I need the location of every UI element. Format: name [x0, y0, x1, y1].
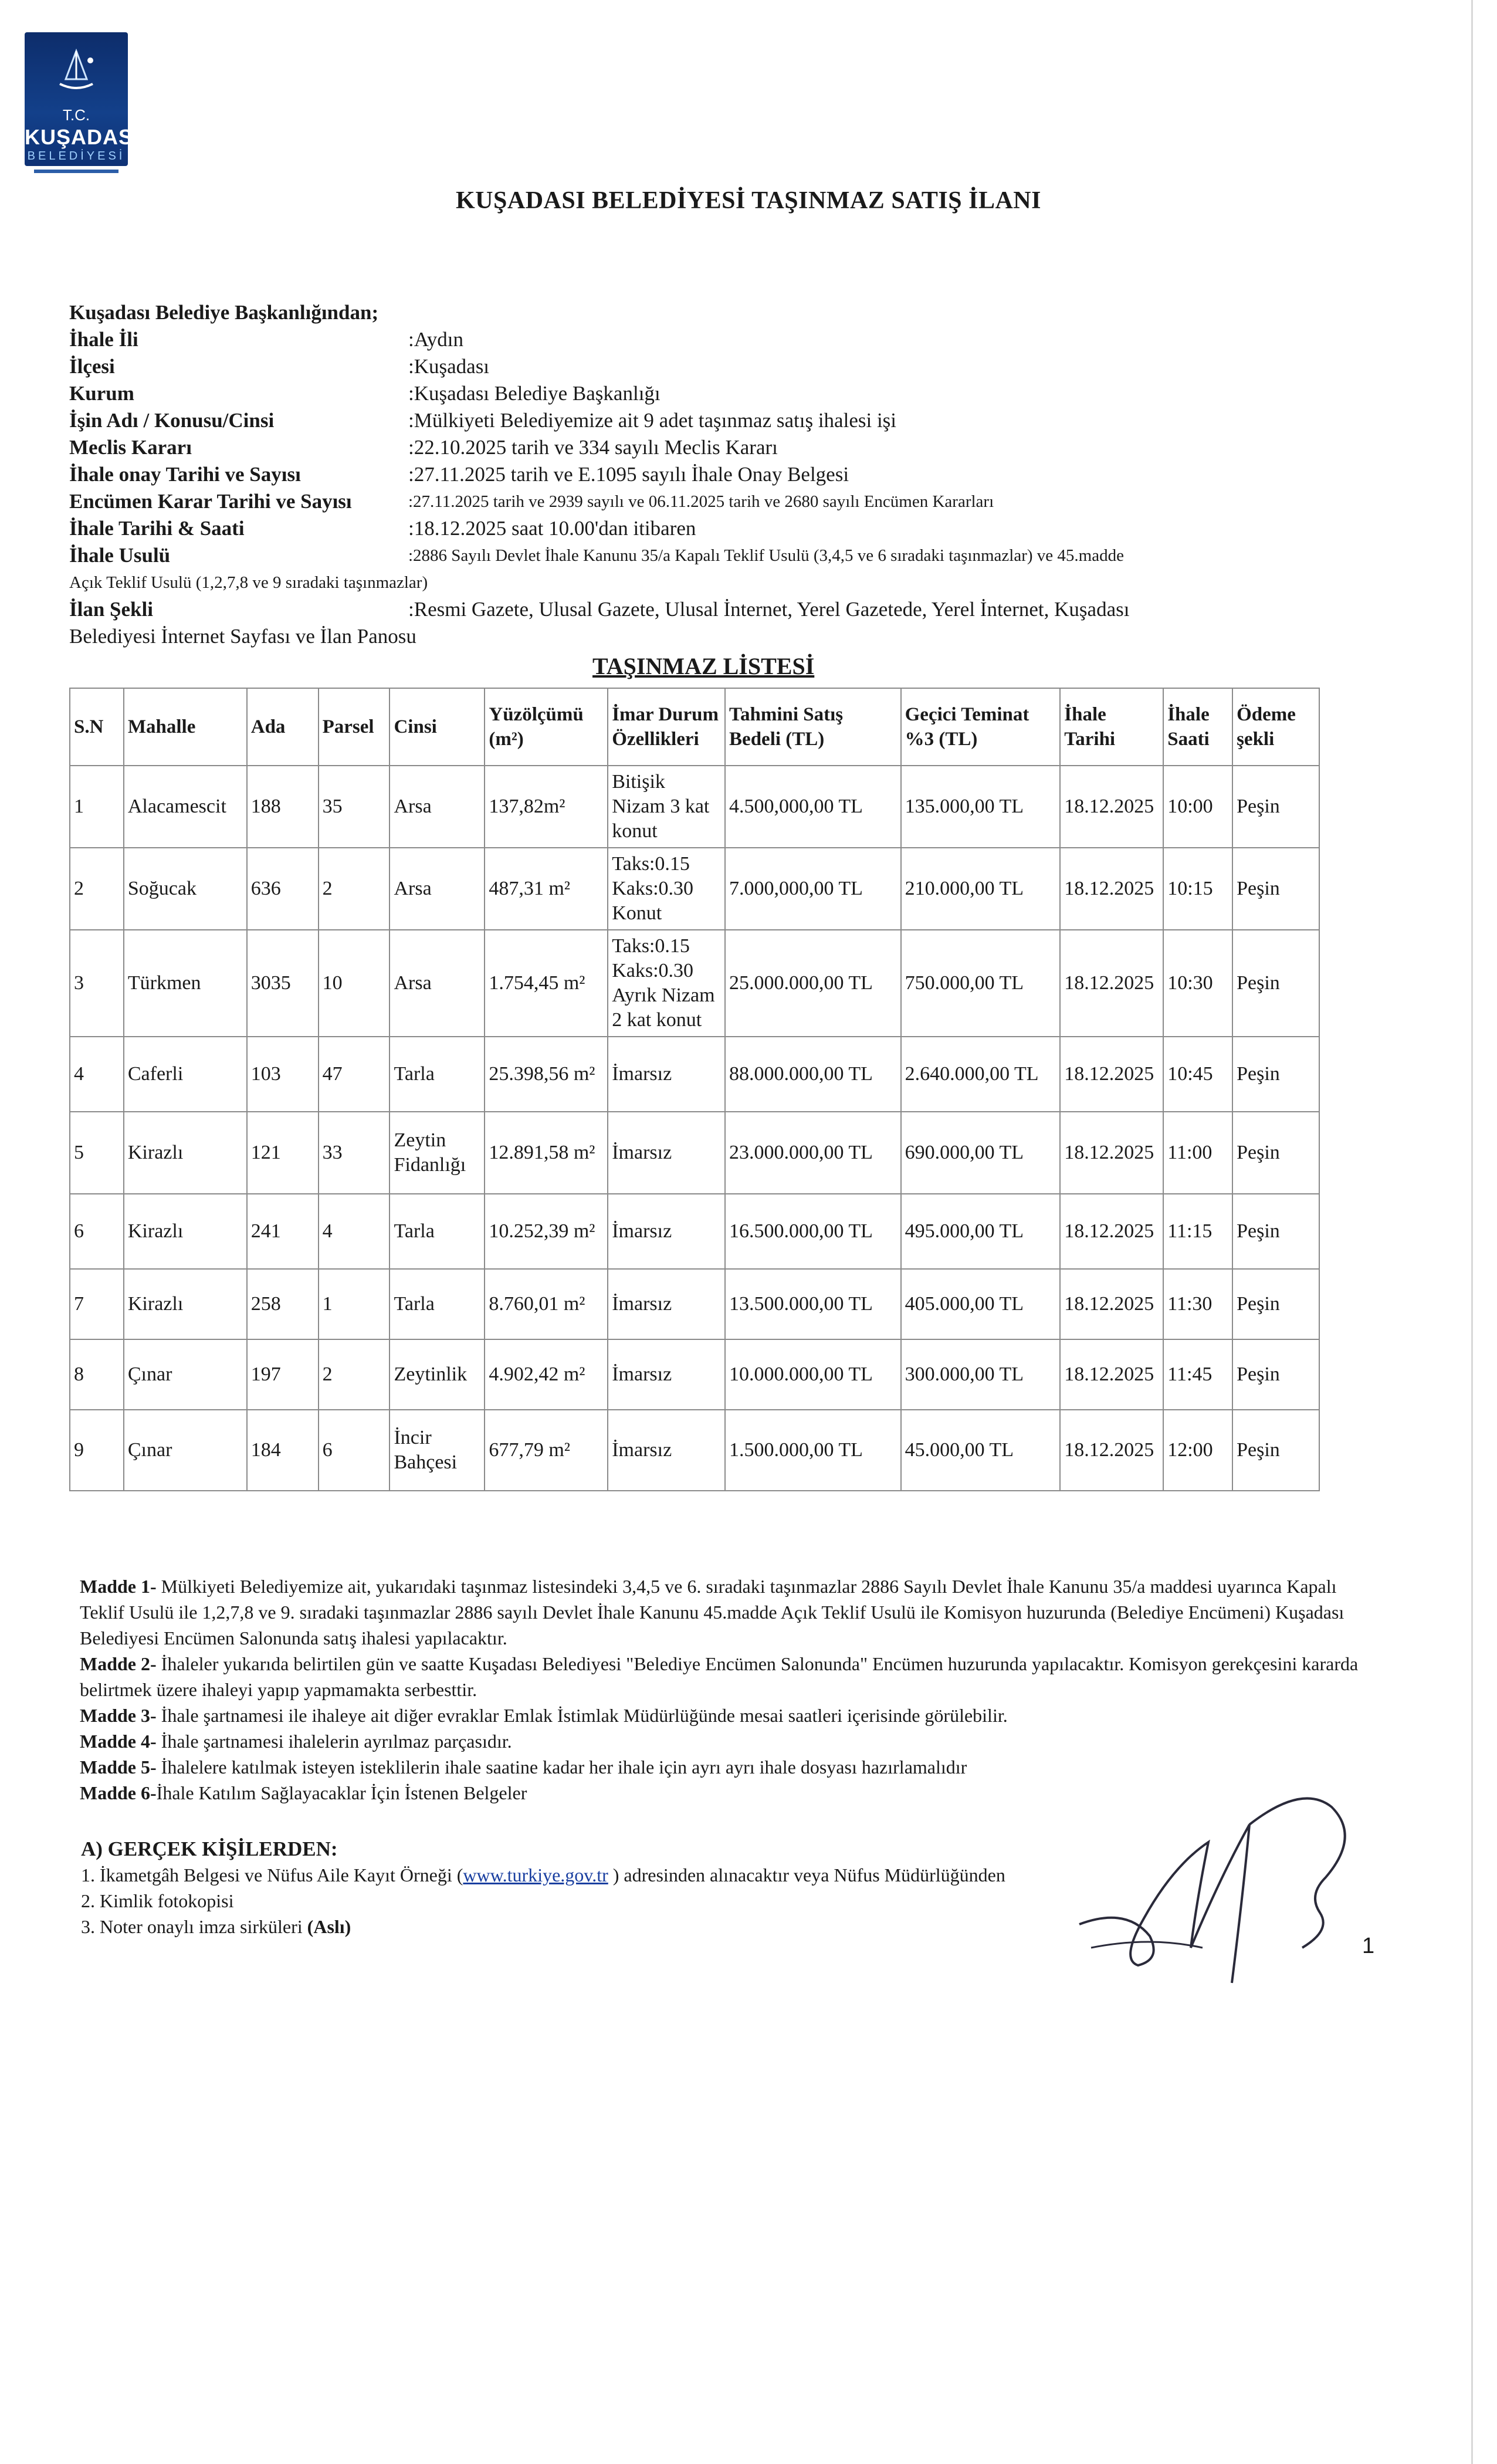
- municipality-logo: [25, 32, 140, 166]
- info-value: :Resmi Gazete, Ulusal Gazete, Ulusal İnternet, Yerel Gazetede, Yerel İnternet, Kuşadası: [408, 598, 1130, 621]
- info-label: İlan Şekli: [69, 598, 153, 621]
- table-cell: 18.12.2025: [1060, 930, 1163, 1037]
- article-label: Madde 6-: [80, 1782, 157, 1803]
- article-text: İhaleler yukarıda belirtilen gün ve saatte Kuşadası Belediyesi "Belediye Encümen Salonunda" Encümen huzurunda yapılacaktır. Komisyon gerekçesini kararda belirtmek üzere ihaleyi yapıp yapmamakta serbesttir.: [80, 1653, 1359, 1700]
- table-cell: Peşin: [1232, 848, 1319, 930]
- table-cell: 1.500.000,00 TL: [725, 1410, 901, 1491]
- table-cell: Çınar: [124, 1410, 247, 1491]
- table-row: [70, 1112, 1319, 1194]
- table-cell: 10:45: [1163, 1037, 1232, 1112]
- articles: [80, 1573, 1376, 1806]
- table-row: [70, 848, 1319, 930]
- info-row: [69, 461, 1366, 488]
- table-cell: 210.000,00 TL: [901, 848, 1061, 930]
- info-row: [69, 380, 1366, 407]
- table-cell: 18.12.2025: [1060, 1339, 1163, 1410]
- table-cell: 7: [70, 1269, 124, 1339]
- table-cell: 11:00: [1163, 1112, 1232, 1194]
- table-cell: 690.000,00 TL: [901, 1112, 1061, 1194]
- table-cell: Arsa: [390, 848, 485, 930]
- info-label: Kurum: [69, 382, 134, 405]
- logo-underline: [34, 170, 118, 173]
- table-cell: 495.000,00 TL: [901, 1194, 1061, 1269]
- table-cell: 3035: [247, 930, 319, 1037]
- table-cell: 18.12.2025: [1060, 848, 1163, 930]
- column-header: S.N: [70, 688, 124, 766]
- scan-edge: [1471, 0, 1473, 2464]
- table-cell: 18.12.2025: [1060, 1037, 1163, 1112]
- table-cell: 88.000.000,00 TL: [725, 1037, 901, 1112]
- info-value: :18.12.2025 saat 10.00'dan itibaren: [408, 517, 696, 540]
- table-cell: 12:00: [1163, 1410, 1232, 1491]
- article: [80, 1728, 1376, 1754]
- logo-belediye: BELEDİYESİ: [27, 150, 126, 163]
- table-row: [70, 930, 1319, 1037]
- table-cell: 10:15: [1163, 848, 1232, 930]
- table-cell: 13.500.000,00 TL: [725, 1269, 901, 1339]
- table-cell: Caferli: [124, 1037, 247, 1112]
- column-header: Cinsi: [390, 688, 485, 766]
- table-cell: 11:30: [1163, 1269, 1232, 1339]
- table-cell: 2.640.000,00 TL: [901, 1037, 1061, 1112]
- table-cell: İmarsız: [608, 1339, 725, 1410]
- table-cell: 18.12.2025: [1060, 766, 1163, 848]
- table-cell: Tarla: [390, 1037, 485, 1112]
- page-number: 1: [1362, 1934, 1375, 1958]
- table-header-row: [70, 688, 1319, 766]
- info-label: Encümen Karar Tarihi ve Sayısı: [69, 490, 352, 513]
- info-value: :Kuşadası: [408, 355, 490, 378]
- info-label: İlçesi: [69, 355, 115, 378]
- info-row: [69, 515, 1366, 542]
- table-cell: Kirazlı: [124, 1112, 247, 1194]
- table-cell: İmarsız: [608, 1194, 725, 1269]
- info-value: :27.11.2025 tarih ve E.1095 sayılı İhale Onay Belgesi: [408, 463, 849, 486]
- table-cell: 11:45: [1163, 1339, 1232, 1410]
- info-value: :Mülkiyeti Belediyemize ait 9 adet taşınmaz satış ihalesi işi: [408, 409, 897, 432]
- info-label: İşin Adı / Konusu/Cinsi: [69, 409, 275, 432]
- table-cell: 4: [319, 1194, 390, 1269]
- info-row: [69, 434, 1366, 461]
- section-heading: A) GERÇEK KİŞİLERDEN:: [81, 1837, 338, 1860]
- info-label: Meclis Kararı: [69, 436, 192, 459]
- table-cell: 241: [247, 1194, 319, 1269]
- table-cell: 188: [247, 766, 319, 848]
- info-value: :27.11.2025 tarih ve 2939 sayılı ve 06.11.2025 tarih ve 2680 sayılı Encümen Kararları: [408, 492, 994, 511]
- table-cell: 300.000,00 TL: [901, 1339, 1061, 1410]
- item3-pre: 3. Noter onaylı imza sirküleri: [81, 1916, 307, 1937]
- article: [80, 1703, 1376, 1728]
- table-cell: 8.760,01 m²: [485, 1269, 608, 1339]
- table-cell: 258: [247, 1269, 319, 1339]
- article-text: İhalelere katılmak isteyen isteklilerin ihale saatine kadar her ihale için ayrı ayrı ihale dosyası hazırlamalıdır: [156, 1756, 967, 1778]
- item1-post: ) adresinden alınacaktır veya Nüfus Müdürlüğünden: [608, 1864, 1005, 1886]
- table-cell: 487,31 m²: [485, 848, 608, 930]
- table-cell: 18.12.2025: [1060, 1410, 1163, 1491]
- info-value: :Aydın: [408, 328, 464, 351]
- table-cell: Taks:0.15 Kaks:0.30 Ayrık Nizam 2 kat konut: [608, 930, 725, 1037]
- table-cell: İmarsız: [608, 1037, 725, 1112]
- column-header: Ada: [247, 688, 319, 766]
- table-cell: 6: [70, 1194, 124, 1269]
- table-cell: Soğucak: [124, 848, 247, 930]
- table-cell: 45.000,00 TL: [901, 1410, 1061, 1491]
- table-cell: Arsa: [390, 766, 485, 848]
- column-header: Tahmini Satış Bedeli (TL): [725, 688, 901, 766]
- article-label: Madde 5-: [80, 1756, 157, 1778]
- table-cell: 18.12.2025: [1060, 1269, 1163, 1339]
- table-cell: Bitişik Nizam 3 kat konut: [608, 766, 725, 848]
- table-cell: 33: [319, 1112, 390, 1194]
- table-cell: 750.000,00 TL: [901, 930, 1061, 1037]
- table-cell: Kirazlı: [124, 1269, 247, 1339]
- table-cell: Peşin: [1232, 1269, 1319, 1339]
- info-label: İhale İli: [69, 328, 138, 351]
- table-cell: 2: [319, 848, 390, 930]
- table-cell: 7.000,000,00 TL: [725, 848, 901, 930]
- table-cell: 10:30: [1163, 930, 1232, 1037]
- table-cell: 121: [247, 1112, 319, 1194]
- signature-icon: [1056, 1772, 1384, 2018]
- table-cell: 8: [70, 1339, 124, 1410]
- table-cell: 137,82m²: [485, 766, 608, 848]
- info-row: [69, 596, 1366, 623]
- column-header: İmar Durum Özellikleri: [608, 688, 725, 766]
- logo-tc: T.C.: [62, 106, 90, 124]
- table-cell: 135.000,00 TL: [901, 766, 1061, 848]
- table-cell: Türkmen: [124, 930, 247, 1037]
- info-value: :22.10.2025 tarih ve 334 sayılı Meclis Kararı: [408, 436, 778, 459]
- info-label: İhale Tarihi & Saati: [69, 517, 245, 540]
- info-label: İhale onay Tarihi ve Sayısı: [69, 463, 301, 486]
- table-cell: 25.000.000,00 TL: [725, 930, 901, 1037]
- document-item: 2. Kimlik fotokopisi: [81, 1890, 234, 1911]
- table-cell: Tarla: [390, 1194, 485, 1269]
- table-cell: İmarsız: [608, 1112, 725, 1194]
- column-header: Ödeme şekli: [1232, 688, 1319, 766]
- tender-info: [69, 299, 1366, 650]
- table-cell: 10.000.000,00 TL: [725, 1339, 901, 1410]
- table-cell: 12.891,58 m²: [485, 1112, 608, 1194]
- table-cell: Tarla: [390, 1269, 485, 1339]
- table-cell: 23.000.000,00 TL: [725, 1112, 901, 1194]
- table-cell: 3: [70, 930, 124, 1037]
- column-header: Parsel: [319, 688, 390, 766]
- article-text: Mülkiyeti Belediyemize ait, yukarıdaki taşınmaz listesindeki 3,4,5 ve 6. sıradaki taşınmazlar 2886 Sayılı Devlet İhale Kanunu 35/a maddesi uyarınca Kapalı Teklif Usulü ile 1,2,7,8 ve 9. sıradaki taşınmazlar 2886 sayılı Devlet İhale Kanunu 45.madde Açık Teklif Usulü ile Komisyon huzurunda (Belediye Encümeni) Kuşadası Belediyesi Encümen Salonunda satış ihalesi yapılacaktır.: [80, 1576, 1344, 1649]
- table-cell: 16.500.000,00 TL: [725, 1194, 901, 1269]
- table-cell: İmarsız: [608, 1410, 725, 1491]
- table-cell: Alacamescit: [124, 766, 247, 848]
- table-row: [70, 1410, 1319, 1491]
- article: [80, 1573, 1376, 1651]
- table-cell: 4.902,42 m²: [485, 1339, 608, 1410]
- article-text: İhale şartnamesi ihalelerin ayrılmaz parçasıdır.: [156, 1731, 512, 1752]
- column-header: İhale Saati: [1163, 688, 1232, 766]
- article: [80, 1651, 1376, 1703]
- list-title: TAŞINMAZ LİSTESİ: [592, 653, 815, 679]
- table-cell: 25.398,56 m²: [485, 1037, 608, 1112]
- table-cell: 10: [319, 930, 390, 1037]
- table-cell: 9: [70, 1410, 124, 1491]
- table-cell: Zeytinlik: [390, 1339, 485, 1410]
- info-row: [69, 407, 1366, 434]
- table-cell: 1: [319, 1269, 390, 1339]
- table-cell: 47: [319, 1037, 390, 1112]
- table-cell: 636: [247, 848, 319, 930]
- info-value: :2886 Sayılı Devlet İhale Kanunu 35/a Kapalı Teklif Usulü (3,4,5 ve 6 sıradaki taşınmazlar) ve 45.madde: [408, 546, 1124, 565]
- article-text: İhale şartnamesi ile ihaleye ait diğer evraklar Emlak İstimlak Müdürlüğünde mesai saatleri içerisinde görülebilir.: [156, 1705, 1008, 1726]
- info-value: :Kuşadası Belediye Başkanlığı: [408, 382, 661, 405]
- column-header: Yüzölçümü (m²): [485, 688, 608, 766]
- info-row: [69, 326, 1366, 353]
- table-cell: Zeytin Fidanlığı: [390, 1112, 485, 1194]
- table-cell: 1: [70, 766, 124, 848]
- table-cell: 5: [70, 1112, 124, 1194]
- table-cell: 4.500,000,00 TL: [725, 766, 901, 848]
- table-cell: Peşin: [1232, 1194, 1319, 1269]
- property-table: [69, 688, 1320, 1491]
- table-cell: Peşin: [1232, 1410, 1319, 1491]
- table-cell: Arsa: [390, 930, 485, 1037]
- table-cell: Peşin: [1232, 930, 1319, 1037]
- table-cell: 11:15: [1163, 1194, 1232, 1269]
- info-row: [69, 353, 1366, 380]
- table-cell: 10.252,39 m²: [485, 1194, 608, 1269]
- table-cell: 18.12.2025: [1060, 1194, 1163, 1269]
- logo-city: KUŞADASI: [25, 125, 140, 149]
- table-cell: Peşin: [1232, 1112, 1319, 1194]
- article-text: İhale Katılım Sağlayacaklar İçin İstenen Belgeler: [156, 1782, 527, 1803]
- info-row: [69, 488, 1366, 515]
- table-cell: İncir Bahçesi: [390, 1410, 485, 1491]
- page-title: KUŞADASI BELEDİYESİ TAŞINMAZ SATIŞ İLANI: [456, 187, 1041, 214]
- ship-emblem-icon: [48, 43, 104, 99]
- table-cell: Peşin: [1232, 1037, 1319, 1112]
- article-label: Madde 4-: [80, 1731, 157, 1752]
- table-cell: 10:00: [1163, 766, 1232, 848]
- info-label: İhale Usulü: [69, 544, 171, 567]
- table-cell: 35: [319, 766, 390, 848]
- table-cell: 103: [247, 1037, 319, 1112]
- table-cell: Peşin: [1232, 1339, 1319, 1410]
- column-header: Mahalle: [124, 688, 247, 766]
- info-header: Kuşadası Belediye Başkanlığından;: [69, 301, 379, 324]
- table-row: [70, 1339, 1319, 1410]
- table-row: [70, 1037, 1319, 1112]
- item3-bold: (Aslı): [307, 1916, 351, 1937]
- column-header: Geçici Teminat %3 (TL): [901, 688, 1061, 766]
- table-cell: 2: [319, 1339, 390, 1410]
- table-cell: Peşin: [1232, 766, 1319, 848]
- table-cell: 6: [319, 1410, 390, 1491]
- article-label: Madde 1-: [80, 1576, 157, 1597]
- usul-continuation: Açık Teklif Usulü (1,2,7,8 ve 9 sıradaki taşınmazlar): [69, 573, 428, 592]
- table-row: [70, 1269, 1319, 1339]
- turkiye-gov-link[interactable]: www.turkiye.gov.tr: [463, 1864, 608, 1886]
- table-cell: 1.754,45 m²: [485, 930, 608, 1037]
- table-row: [70, 1194, 1319, 1269]
- ilan-continuation: Belediyesi İnternet Sayfası ve İlan Panosu: [69, 625, 416, 648]
- table-cell: 405.000,00 TL: [901, 1269, 1061, 1339]
- table-cell: Kirazlı: [124, 1194, 247, 1269]
- table-cell: 4: [70, 1037, 124, 1112]
- table-cell: 197: [247, 1339, 319, 1410]
- table-cell: Taks:0.15 Kaks:0.30 Konut: [608, 848, 725, 930]
- table-cell: 18.12.2025: [1060, 1112, 1163, 1194]
- article-label: Madde 2-: [80, 1653, 157, 1674]
- table-cell: Çınar: [124, 1339, 247, 1410]
- column-header: İhale Tarihi: [1060, 688, 1163, 766]
- article-label: Madde 3-: [80, 1705, 157, 1726]
- table-cell: 184: [247, 1410, 319, 1491]
- table-row: [70, 766, 1319, 848]
- item1-pre: 1. İkametgâh Belgesi ve Nüfus Aile Kayıt Örneği (: [81, 1864, 463, 1886]
- info-row: [69, 542, 1366, 569]
- table-cell: 2: [70, 848, 124, 930]
- table-cell: İmarsız: [608, 1269, 725, 1339]
- table-cell: 677,79 m²: [485, 1410, 608, 1491]
